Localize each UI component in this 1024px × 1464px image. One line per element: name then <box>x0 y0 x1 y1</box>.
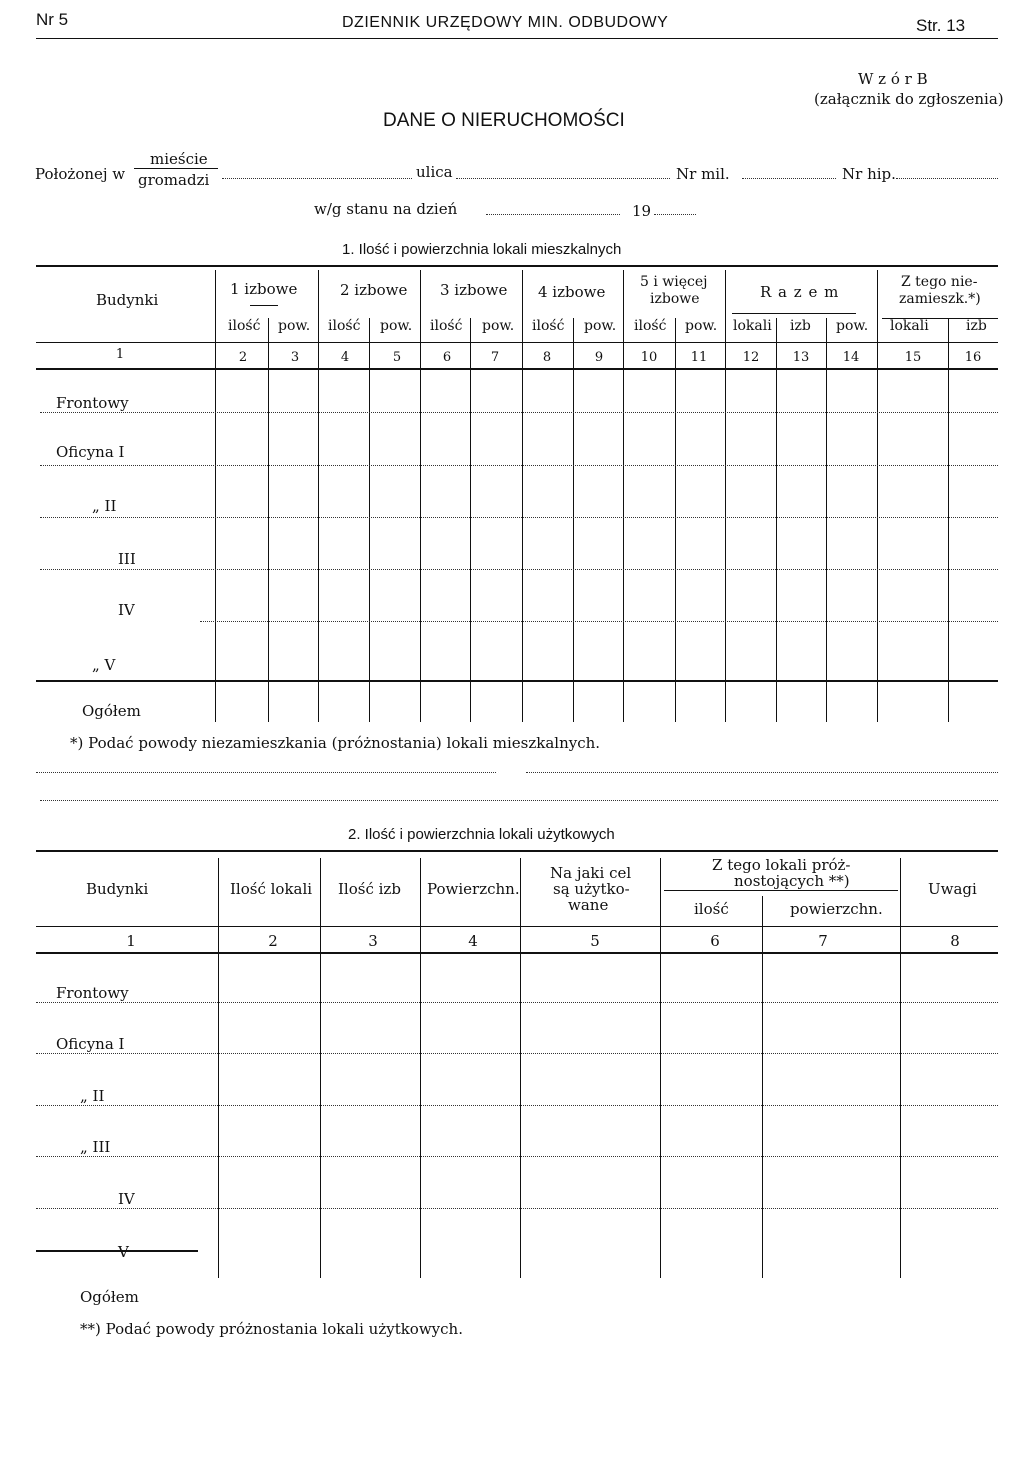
s1-col-buildings: Budynki <box>96 291 159 309</box>
s1-group-unoccupied-line2: zamieszk.*) <box>899 291 981 307</box>
journal-title: DZIENNIK URZĘDOWY MIN. ODBUDOWY <box>342 14 669 31</box>
s2-total-label: Ogółem <box>80 1288 139 1306</box>
document-title: DANE O NIERUCHOMOŚCI <box>383 110 625 131</box>
s2-col-purpose-line1: Na jaki cel <box>550 864 632 882</box>
s2-row-label: „ III <box>80 1138 111 1156</box>
s1-group1-underline <box>250 305 278 306</box>
location-option-city: mieście <box>150 150 208 168</box>
s2-row-line <box>36 1053 998 1054</box>
s1-col-number: 13 <box>792 350 810 365</box>
nr-mil-label: Nr mil. <box>676 165 730 183</box>
s2-col-units: Ilość lokali <box>230 880 313 898</box>
s1-vline-minor <box>369 318 370 722</box>
s1-row-label: Frontowy <box>56 394 129 412</box>
s2-vline <box>420 858 421 1278</box>
s1-sub-count: ilość <box>634 318 667 334</box>
s1-sub-rooms: izb <box>790 318 811 334</box>
nr-hip-fill-line <box>896 178 998 179</box>
s2-vline <box>218 858 219 1278</box>
s1-row-label: III <box>118 550 136 568</box>
s2-row-line <box>36 1002 998 1003</box>
s1-row-line <box>200 621 998 622</box>
s2-col-number: 5 <box>590 932 600 950</box>
s1-col-number: 15 <box>904 350 922 365</box>
s1-row-label: „ II <box>92 497 117 515</box>
s1-group-unoccupied-line1: Z tego nie- <box>901 274 978 290</box>
s1-vline <box>877 270 878 722</box>
s2-col-rooms: Ilość izb <box>338 880 401 898</box>
s2-row-line <box>36 1105 998 1106</box>
s2-row-label: „ II <box>80 1087 105 1105</box>
s1-col-number: 5 <box>392 350 402 365</box>
s1-row-label: IV <box>118 601 135 619</box>
s1-sub-count: ilość <box>228 318 261 334</box>
s1-row-label: Oficyna I <box>56 443 125 461</box>
header-rule <box>36 38 998 39</box>
nr-hip-label: Nr hip. <box>842 165 896 183</box>
s1-col-number: 14 <box>842 350 860 365</box>
s1-vline <box>420 270 421 722</box>
s1-col-number: 7 <box>490 350 500 365</box>
s2-vacant-underline <box>664 890 898 891</box>
s1-col-number: 1 <box>115 347 125 362</box>
s1-vline <box>318 270 319 722</box>
s2-col-buildings: Budynki <box>86 880 149 898</box>
s2-col-remarks: Uwagi <box>928 880 977 898</box>
s1-sub-units: lokali <box>890 318 929 334</box>
section1-title: 1. Ilość i powierzchnia lokali mieszkalnych <box>342 241 622 258</box>
s2-col-number: 3 <box>368 932 378 950</box>
s1-sub-area: pow. <box>278 318 311 334</box>
s1-group-1: 1 izbowe <box>230 280 298 298</box>
s2-col-purpose-line3: wane <box>568 896 609 914</box>
s2-row-label: IV <box>118 1190 135 1208</box>
s1-vline <box>725 270 726 722</box>
s1-total-label: Ogółem <box>82 702 141 720</box>
s1-top-rule <box>36 265 998 267</box>
s1-sub-count: ilość <box>430 318 463 334</box>
s1-vline-minor <box>573 318 574 722</box>
s1-vline <box>623 270 624 722</box>
year-label: 19 <box>632 202 652 220</box>
s2-vline <box>320 858 321 1278</box>
s2-col-vacant-line1: Z tego lokali próż- <box>712 856 851 874</box>
s2-vline <box>660 858 661 1278</box>
s2-col-number: 8 <box>950 932 960 950</box>
s1-col-number: 3 <box>290 350 300 365</box>
s2-sub-count: ilość <box>694 900 729 918</box>
s1-sub-count: ilość <box>532 318 565 334</box>
s1-vline-minor <box>268 318 269 722</box>
s2-col-number: 4 <box>468 932 478 950</box>
s1-col-number: 4 <box>340 350 350 365</box>
nr-mil-fill-line <box>742 178 836 179</box>
s1-col-number: 6 <box>442 350 452 365</box>
date-fill-line <box>486 214 620 215</box>
s1-total-rule <box>36 680 998 682</box>
s1-row-line <box>40 569 998 570</box>
s1-vline-minor <box>675 318 676 722</box>
s2-col-number: 6 <box>710 932 720 950</box>
street-label: ulica <box>416 163 453 181</box>
s1-col-number: 9 <box>594 350 604 365</box>
s1-group-3: 3 izbowe <box>440 281 508 299</box>
s2-col-purpose-line2: są użytko- <box>553 880 630 898</box>
s2-footnote: **) Podać powody próżnostania lokali użytkowych. <box>80 1320 463 1338</box>
issue-number: Nr 5 <box>36 10 69 29</box>
s1-col-number: 2 <box>238 350 248 365</box>
s1-col-number: 8 <box>542 350 552 365</box>
location-option-commune: gromadzi <box>138 171 210 189</box>
s1-vline-minor <box>948 318 949 722</box>
s2-row-label: V <box>118 1243 129 1261</box>
s2-total-rule <box>36 1250 198 1252</box>
date-label: w/g stanu na dzień <box>314 200 458 218</box>
s2-col-number: 1 <box>126 932 136 950</box>
s1-footnote-line <box>36 772 496 773</box>
form-template-note: (załącznik do zgłoszenia) <box>814 90 1004 108</box>
s1-row-label: „ V <box>92 656 116 674</box>
s1-sub-area: pow. <box>482 318 515 334</box>
s1-group-5-line1: 5 i więcej <box>640 274 708 290</box>
s1-sub-area: pow. <box>836 318 869 334</box>
s1-sub-area: pow. <box>685 318 718 334</box>
s2-header-rule <box>36 926 998 927</box>
s2-vline-minor <box>762 896 763 1278</box>
s1-col-number: 10 <box>640 350 658 365</box>
s1-footnote: *) Podać powody niezamieszkania (próżnostania) lokali mieszkalnych. <box>70 734 601 752</box>
form-template-label: W z ó r B <box>858 70 928 88</box>
s1-row-line <box>40 517 998 518</box>
s2-col-number: 2 <box>268 932 278 950</box>
s1-row-line <box>40 412 998 413</box>
s1-sub-count: ilość <box>328 318 361 334</box>
s1-sub-area: pow. <box>380 318 413 334</box>
s2-row-line <box>36 1156 998 1157</box>
s1-group-total: R a z e m <box>760 283 840 301</box>
s2-row-line <box>36 1208 998 1209</box>
s1-footnote-line <box>40 800 998 801</box>
street-fill-line <box>456 178 670 179</box>
s1-col-number: 11 <box>690 350 708 365</box>
s1-numbers-rule <box>36 368 998 370</box>
s1-group-2: 2 izbowe <box>340 281 408 299</box>
s1-header-rule <box>36 342 998 343</box>
fraction-bar <box>134 168 218 169</box>
s1-vline-minor <box>826 318 827 722</box>
s1-row-line <box>40 465 998 466</box>
s1-col-number: 16 <box>964 350 982 365</box>
s1-vline-minor <box>470 318 471 722</box>
s1-col-number: 12 <box>742 350 760 365</box>
s1-vline-minor <box>776 318 777 722</box>
s1-sub-rooms: izb <box>966 318 987 334</box>
s1-group-4: 4 izbowe <box>538 283 606 301</box>
section2-title: 2. Ilość i powierzchnia lokali użytkowych <box>348 826 615 843</box>
s1-group-5-line2: izbowe <box>650 291 700 307</box>
s2-vline <box>900 858 901 1278</box>
s2-col-area: Powierzchn. <box>427 880 520 898</box>
s2-col-number: 7 <box>818 932 828 950</box>
s1-sub-area: pow. <box>584 318 617 334</box>
s2-row-label: Frontowy <box>56 984 129 1002</box>
s2-top-rule <box>36 850 998 852</box>
s1-total-underline <box>732 313 856 314</box>
page-number: Str. 13 <box>916 16 966 35</box>
s2-col-vacant-line2: nostojących **) <box>734 872 850 890</box>
location-fill-line <box>222 178 412 179</box>
s1-vline <box>215 270 216 722</box>
s2-vline <box>520 858 521 1278</box>
year-fill-line <box>654 214 696 215</box>
s2-numbers-rule <box>36 952 998 954</box>
s2-row-label: Oficyna I <box>56 1035 125 1053</box>
s2-sub-area: powierzchn. <box>790 900 883 918</box>
s1-footnote-line <box>526 772 998 773</box>
s1-vline <box>522 270 523 722</box>
location-label: Położonej w <box>35 165 126 183</box>
s1-sub-units: lokali <box>733 318 772 334</box>
